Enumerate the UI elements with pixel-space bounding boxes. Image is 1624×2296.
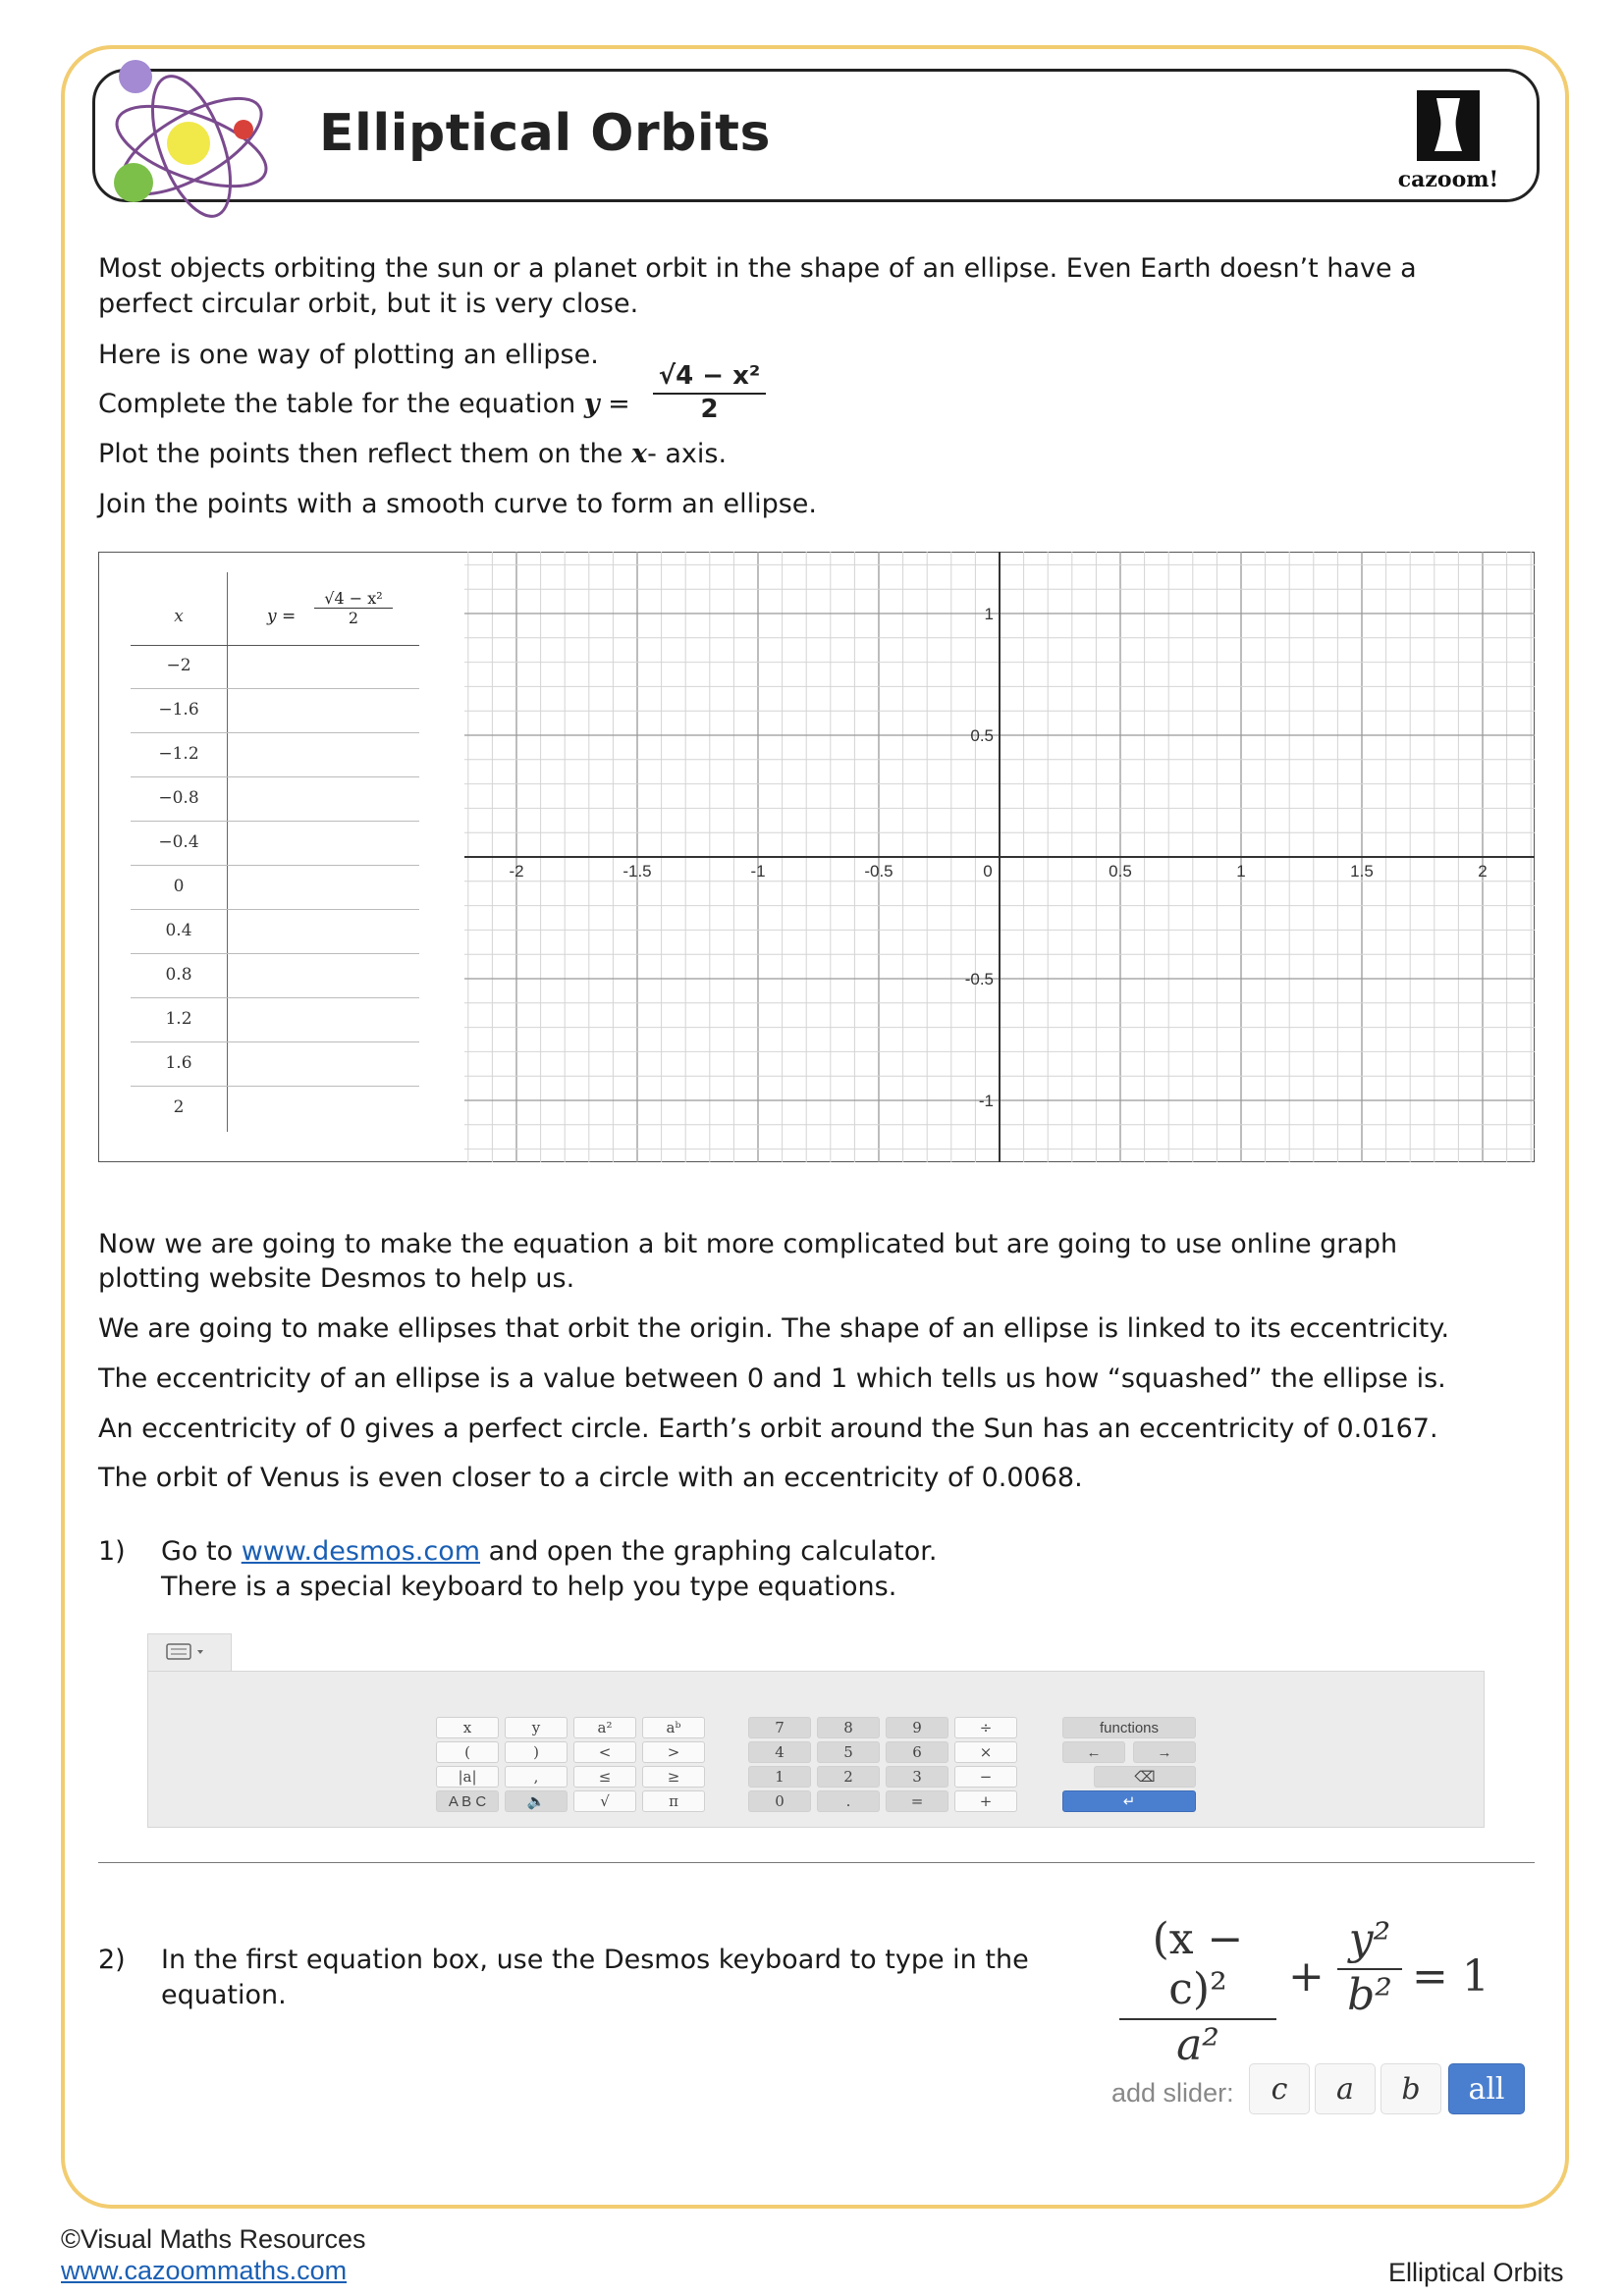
table-y-answer-cell[interactable] <box>232 997 418 1039</box>
cazoom-logo <box>1384 90 1512 192</box>
slider-c-button[interactable]: c <box>1249 2063 1310 2114</box>
key-6[interactable]: 6 <box>886 1741 948 1763</box>
table-y-header-den: 2 <box>348 609 359 627</box>
x-tick-label: -1.5 <box>623 862 652 881</box>
key-sqrt[interactable]: √ <box>573 1790 636 1812</box>
eq-num-1: (x − c)² <box>1119 1914 1276 2020</box>
body-line-2: We are going to make ellipses that orbit the origin. The shape of an ellipse is linked to its eccentricity. <box>98 1313 1450 1344</box>
key-leq[interactable]: ≤ <box>573 1766 636 1788</box>
slider-all-button[interactable]: all <box>1448 2063 1525 2114</box>
x-tick-label: 1.5 <box>1350 862 1374 881</box>
eq-den-1: a² <box>1176 2020 1219 2070</box>
key-multiply[interactable]: × <box>954 1741 1017 1763</box>
q1-line-2: There is a special keyboard to help you type equations. <box>161 1572 897 1602</box>
table-vertical-rule <box>227 572 228 1132</box>
eq-plus: + <box>1288 1951 1325 2002</box>
body-line-1: Now we are going to make the equation a bit more complicated but are going to use online graph <box>98 1229 1398 1259</box>
key-pi[interactable]: π <box>642 1790 705 1812</box>
eq-num-2: y² <box>1337 1914 1402 1970</box>
key-abs[interactable]: |a| <box>436 1766 499 1788</box>
key-left-arrow[interactable]: ← <box>1062 1741 1125 1763</box>
key-9[interactable]: 9 <box>886 1717 948 1738</box>
footer-site-link[interactable]: www.cazoommaths.com <box>61 2256 348 2285</box>
table-y-answer-cell[interactable] <box>232 909 418 950</box>
key-1[interactable]: 1 <box>748 1766 811 1788</box>
q1-number: 1) <box>98 1536 126 1567</box>
intro-line-4b: - axis. <box>647 439 728 469</box>
table-x-cell: −1.2 <box>158 744 199 764</box>
table-y-header-lhs: y = <box>267 607 297 626</box>
x-tick-label: -2 <box>509 862 524 881</box>
intro-equals: = <box>599 389 630 419</box>
table-x-cell: 0.8 <box>165 965 192 985</box>
y-tick-label: -1 <box>978 1092 994 1110</box>
intro-line-4 <box>98 437 727 472</box>
body-line-3: The eccentricity of an ellipse is a value between 0 and 1 which tells us how “squashed” the ellipse is. <box>98 1363 1446 1394</box>
desmos-link[interactable]: www.desmos.com <box>241 1536 481 1567</box>
table-x-cell: 1.2 <box>165 1009 192 1029</box>
intro-fraction <box>653 361 766 424</box>
table-x-header: x <box>174 607 184 626</box>
intro-line-4a: Plot the points then reflect them on the <box>98 439 623 469</box>
slider-a-button[interactable]: a <box>1315 2063 1376 2114</box>
key-close-paren[interactable]: ) <box>505 1741 568 1763</box>
key-decimal[interactable]: . <box>817 1790 880 1812</box>
q1-line-1 <box>161 1534 937 1570</box>
table-x-cell: 1.6 <box>165 1053 192 1073</box>
logo-text: cazoom! <box>1397 167 1499 192</box>
key-3[interactable]: 3 <box>886 1766 948 1788</box>
table-x-cell: −0.4 <box>158 832 199 852</box>
desmos-keyboard <box>147 1633 1485 1828</box>
x-tick-label: 2 <box>1478 862 1488 881</box>
footer-title: Elliptical Orbits <box>1388 2258 1564 2287</box>
q2-number: 2) <box>98 1945 126 1975</box>
body-line-4: An eccentricity of 0 gives a perfect circle. Earth’s orbit around the Sun has an eccentricity of 0.0167. <box>98 1414 1438 1444</box>
intro-line-3 <box>98 387 630 422</box>
q2-line-2: equation. <box>161 1980 287 2010</box>
intro-line-3-text: Complete the table for the equation <box>98 389 576 419</box>
q1-post: and open the graphing calculator. <box>480 1536 938 1567</box>
key-minus[interactable]: − <box>954 1766 1017 1788</box>
y-tick-label: 0.5 <box>970 726 994 745</box>
key-geq[interactable]: ≥ <box>642 1766 705 1788</box>
q1-pre: Go to <box>161 1536 242 1567</box>
key-a-power[interactable]: aᵇ <box>642 1717 705 1738</box>
intro-line-1b: perfect circular orbit, but it is very close. <box>98 289 639 319</box>
key-8[interactable]: 8 <box>817 1717 880 1738</box>
table-x-cell: 0.4 <box>165 921 192 940</box>
table-x-cell: −0.8 <box>158 788 199 808</box>
key-right-arrow[interactable]: → <box>1133 1741 1196 1763</box>
key-2[interactable]: 2 <box>817 1766 880 1788</box>
eq-frac-1 <box>1119 1914 1276 2070</box>
key-4[interactable]: 4 <box>748 1741 811 1763</box>
table-y-answer-cell[interactable] <box>232 953 418 994</box>
table-y-answer-cell[interactable] <box>232 1086 418 1127</box>
eq-frac-2 <box>1337 1914 1402 2020</box>
x-tick-label: -1 <box>750 862 766 881</box>
key-y[interactable]: y <box>505 1717 568 1738</box>
table-y-answer-cell[interactable] <box>232 732 418 774</box>
table-x-cell: −1.6 <box>158 700 199 720</box>
table-y-answer-cell[interactable] <box>232 644 418 685</box>
intro-var-y: y <box>583 389 600 419</box>
logo-icon <box>1417 90 1480 161</box>
keyboard-icon <box>166 1640 215 1670</box>
table-x-cell: −2 <box>166 656 191 675</box>
key-backspace[interactable]: ⌫ <box>1094 1766 1196 1788</box>
key-greater-than[interactable]: > <box>642 1741 705 1763</box>
footer-copyright: ©Visual Maths Resources <box>61 2224 366 2254</box>
intro-line-1: Most objects orbiting the sun or a planet orbit in the shape of an ellipse. Even Earth doesn’t have a <box>98 253 1417 284</box>
key-5[interactable]: 5 <box>817 1741 880 1763</box>
table-y-header-frac <box>314 589 393 627</box>
key-less-than[interactable]: < <box>573 1741 636 1763</box>
eq-rhs: = 1 <box>1412 1951 1489 2002</box>
x-tick-label: -0.5 <box>864 862 893 881</box>
table-y-answer-cell[interactable] <box>232 821 418 862</box>
q2-line-1: In the first equation box, use the Desmos keyboard to type in the <box>161 1945 1029 1975</box>
x-tick-label: 0 <box>983 862 993 881</box>
key-audio[interactable]: 🔈 <box>505 1790 568 1812</box>
eq-den-2: b² <box>1347 1970 1392 2020</box>
header-banner <box>92 69 1540 202</box>
y-tick-label: -0.5 <box>964 970 994 988</box>
coordinate-grid <box>464 552 1535 1162</box>
intro-var-x: x <box>630 439 648 469</box>
page-title: Elliptical Orbits <box>319 104 771 163</box>
y-tick-label: 1 <box>984 605 994 623</box>
table-y-answer-cell[interactable] <box>232 688 418 729</box>
table-y-answer-cell[interactable] <box>232 776 418 818</box>
table-y-header-num: √4 − x² <box>314 589 393 609</box>
slider-b-button[interactable]: b <box>1380 2063 1441 2114</box>
intro-fraction-den: 2 <box>700 395 719 424</box>
atom-icon <box>98 53 285 240</box>
key-equals[interactable]: = <box>886 1790 948 1812</box>
intro-fraction-num: √4 − x² <box>653 361 766 395</box>
key-enter[interactable]: ↵ <box>1062 1790 1196 1812</box>
table-y-answer-cell[interactable] <box>232 1041 418 1083</box>
key-abc[interactable]: A B C <box>436 1790 499 1812</box>
table-x-cell: 2 <box>173 1097 185 1117</box>
key-comma[interactable]: , <box>505 1766 568 1788</box>
body-line-5: The orbit of Venus is even closer to a circle with an eccentricity of 0.0068. <box>98 1463 1083 1493</box>
key-divide[interactable]: ÷ <box>954 1717 1017 1738</box>
key-x[interactable]: x <box>436 1717 499 1738</box>
intro-line-5: Join the points with a smooth curve to form an ellipse. <box>98 489 817 519</box>
table-x-cell: 0 <box>173 877 185 896</box>
table-y-answer-cell[interactable] <box>232 865 418 906</box>
body-line-1b: plotting website Desmos to help us. <box>98 1263 575 1294</box>
key-0[interactable]: 0 <box>748 1790 811 1812</box>
section-divider <box>98 1862 1535 1863</box>
key-plus[interactable]: + <box>954 1790 1017 1812</box>
key-open-paren[interactable]: ( <box>436 1741 499 1763</box>
keyboard-body <box>147 1671 1485 1828</box>
x-tick-label: 0.5 <box>1109 862 1132 881</box>
key-7[interactable]: 7 <box>748 1717 811 1738</box>
keyboard-toggle-tab[interactable] <box>147 1633 232 1673</box>
intro-line-2: Here is one way of plotting an ellipse. <box>98 340 599 370</box>
add-slider-label: add slider: <box>1111 2078 1234 2108</box>
key-a-squared[interactable]: a² <box>573 1717 636 1738</box>
x-tick-label: 1 <box>1236 862 1246 881</box>
key-functions[interactable]: functions <box>1062 1717 1196 1738</box>
